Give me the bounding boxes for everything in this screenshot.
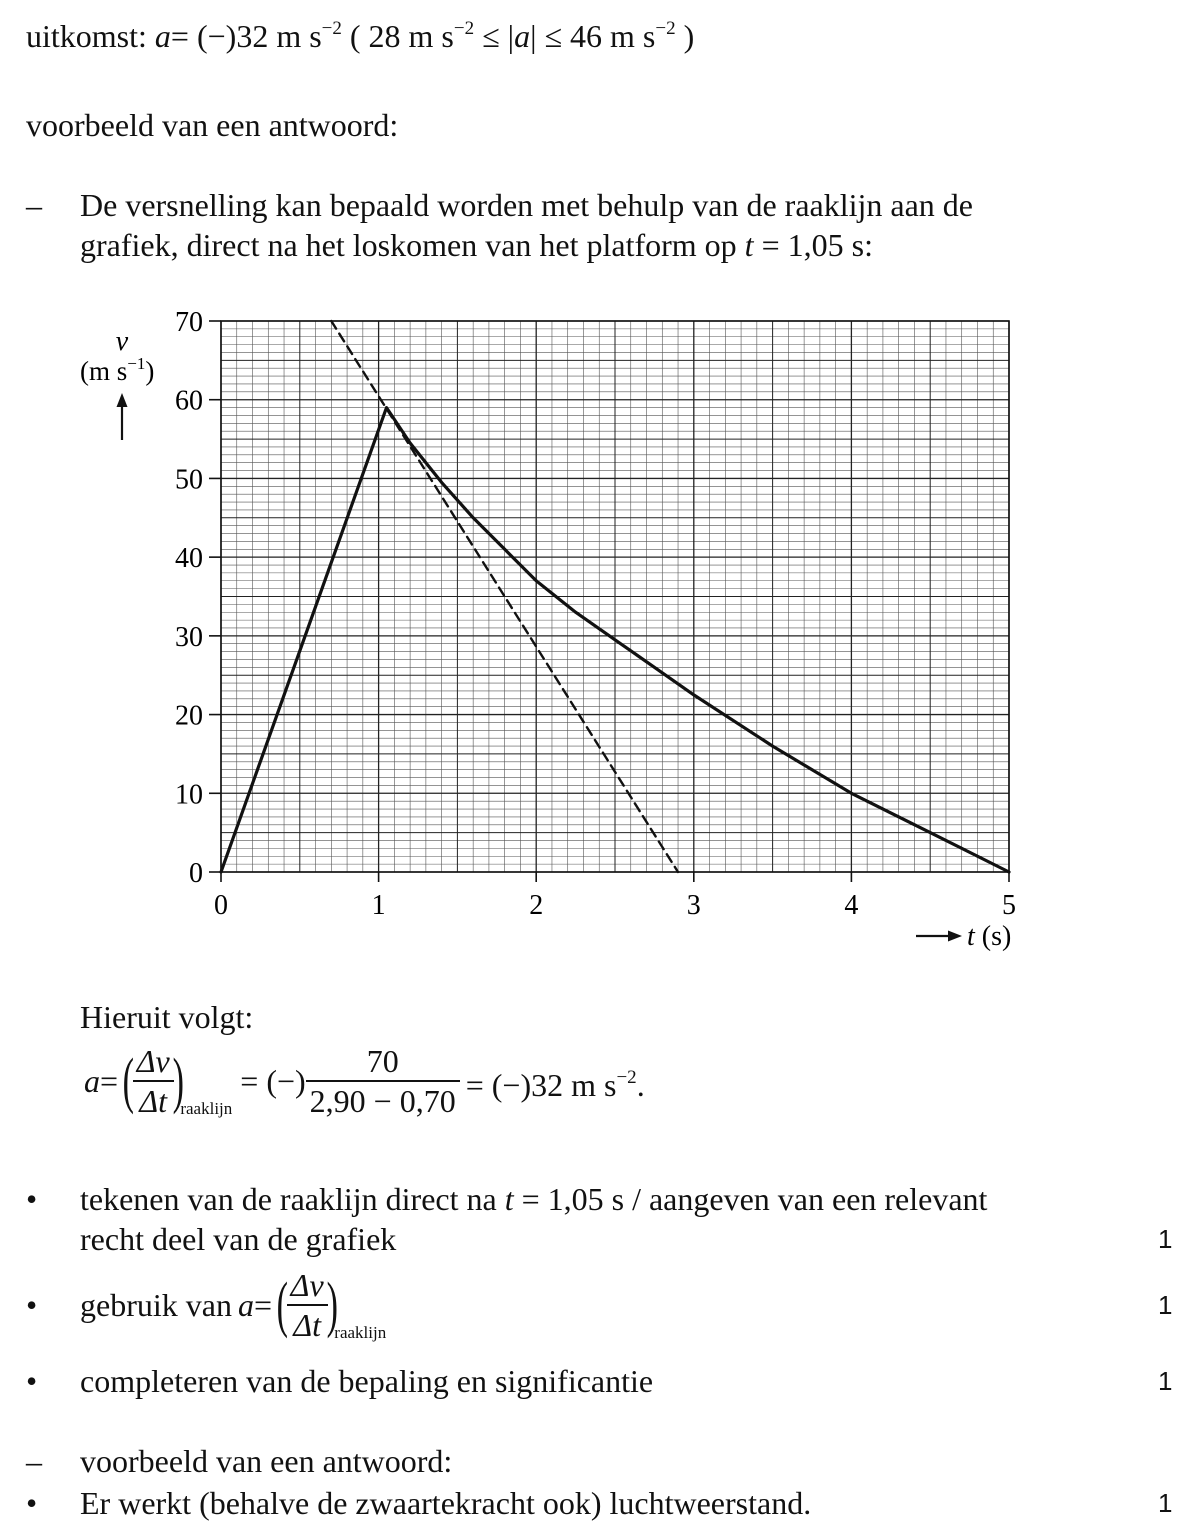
- velocity-time-chart: [0, 300, 1182, 970]
- result-range-close: ): [675, 18, 695, 54]
- result-range-open: ( 28 m s: [349, 18, 454, 54]
- scoring-item-2-points: 1: [1158, 1290, 1173, 1320]
- result-line: [26, 10, 694, 55]
- y-tick-label: 50: [175, 464, 203, 496]
- x-tick-label: 0: [214, 890, 228, 921]
- result-exponent: −2: [321, 18, 342, 39]
- second-bullet: •: [26, 1485, 38, 1521]
- result-range-le1: ≤ |: [474, 18, 515, 54]
- scoring-bullet-1: •: [26, 1181, 38, 1217]
- second-heading: voorbeeld van een antwoord:: [80, 1443, 453, 1479]
- x-tick-label: 5: [1002, 890, 1016, 921]
- conclusion-fraction-values: [306, 1042, 460, 1120]
- scoring-item-2: gebruik van a = ( $\frac{\Delta v}{\Delta t}$ ) raaklijn: [80, 1267, 387, 1343]
- example-heading: voorbeeld van een antwoord:: [26, 107, 399, 143]
- conclusion-fraction-delta: [133, 1042, 174, 1120]
- x-axis-label: t (s): [967, 921, 1012, 952]
- x-tick-label: 2: [529, 890, 544, 921]
- intro-line-1: De versnelling kan bepaald worden met behulp van de raaklijn aan de: [80, 187, 973, 223]
- intro-line-2: [80, 226, 873, 264]
- chart-tick-marks: [209, 321, 1009, 882]
- result-range-a: a: [514, 18, 531, 54]
- result-range-le2: | ≤ 46 m s: [530, 18, 656, 54]
- second-answer: Er werkt (behalve de zwaartekracht ook) luchtweerstand.: [80, 1485, 812, 1521]
- conclusion-a-symbol: a: [84, 1063, 100, 1099]
- intro-line-2-post: = 1,05 s:: [753, 227, 873, 263]
- scoring-item-1-points: 1: [1158, 1224, 1173, 1254]
- result-range-exp2: −2: [655, 18, 676, 39]
- conclusion-result: = (−)32 m $s^{-2}$.: [465, 1066, 645, 1103]
- conclusion-formula: [84, 1038, 645, 1124]
- x-tick-label: 1: [371, 890, 386, 921]
- scoring-fraction: $\frac{\Delta v}{\Delta t}$: [287, 1266, 328, 1344]
- x-tick-label: 4: [844, 890, 859, 921]
- scoring-item-3: completeren van de bepaling en significantie: [80, 1363, 654, 1399]
- second-dash: –: [26, 1443, 42, 1479]
- intro-t-symbol: t: [744, 227, 754, 263]
- y-axis-unit: (m $s^{-1}$): [80, 354, 155, 386]
- scoring-item-3-points: 1: [1158, 1366, 1173, 1396]
- scoring-bullet-2: •: [26, 1287, 38, 1323]
- scoring-bullet-3: •: [26, 1363, 38, 1399]
- conclusion-label: Hieruit volgt:: [80, 999, 254, 1035]
- scoring-item-1-line-1: tekenen van de raaklijn direct na t = 1,05 s / aangeven van een relevant: [80, 1181, 988, 1217]
- y-tick-label: 70: [175, 307, 203, 338]
- chart-major-grid: [221, 321, 1009, 872]
- y-tick-labels: [175, 307, 203, 889]
- x-tick-label: 3: [686, 890, 701, 921]
- y-axis-arrow-icon: [117, 393, 128, 440]
- y-tick-label: 30: [175, 621, 203, 653]
- result-value: = (−)32 m s: [170, 18, 322, 54]
- result-label: uitkomst:: [26, 18, 147, 54]
- conclusion-num-dv: Δv: [136, 1043, 170, 1079]
- y-axis-variable: v: [115, 326, 129, 357]
- right-paren-icon: ): [172, 1047, 184, 1115]
- x-axis-arrow-icon: [916, 931, 962, 942]
- conclusion-subscript: raaklijn: [180, 1099, 233, 1118]
- x-tick-labels: [214, 890, 1016, 921]
- left-paren-icon: (: [122, 1047, 135, 1115]
- conclusion-den-values: 2,90 − 0,70: [306, 1080, 460, 1120]
- scoring-item-1-line-2: recht deel van de grafiek: [80, 1221, 397, 1257]
- result-range-exp1: −2: [453, 18, 475, 39]
- right-paren-icon: ): [326, 1271, 338, 1339]
- y-tick-label: 10: [175, 779, 203, 811]
- conclusion-eq2: = (−): [240, 1063, 306, 1099]
- y-tick-label: 60: [175, 385, 203, 417]
- intro-line-2-pre: grafiek, direct na het loskomen van het platform op: [80, 227, 745, 263]
- y-tick-label: 40: [175, 543, 203, 575]
- conclusion-num-70: 70: [366, 1043, 399, 1079]
- left-paren-icon: (: [276, 1271, 289, 1339]
- conclusion-eq1: =: [100, 1063, 119, 1099]
- second-points: 1: [1158, 1488, 1173, 1518]
- intro-dash: –: [26, 187, 42, 223]
- y-tick-label: 0: [189, 858, 203, 889]
- conclusion-den-dt: Δt: [133, 1080, 174, 1120]
- result-a-symbol: a: [154, 18, 171, 54]
- y-tick-label: 20: [175, 700, 203, 732]
